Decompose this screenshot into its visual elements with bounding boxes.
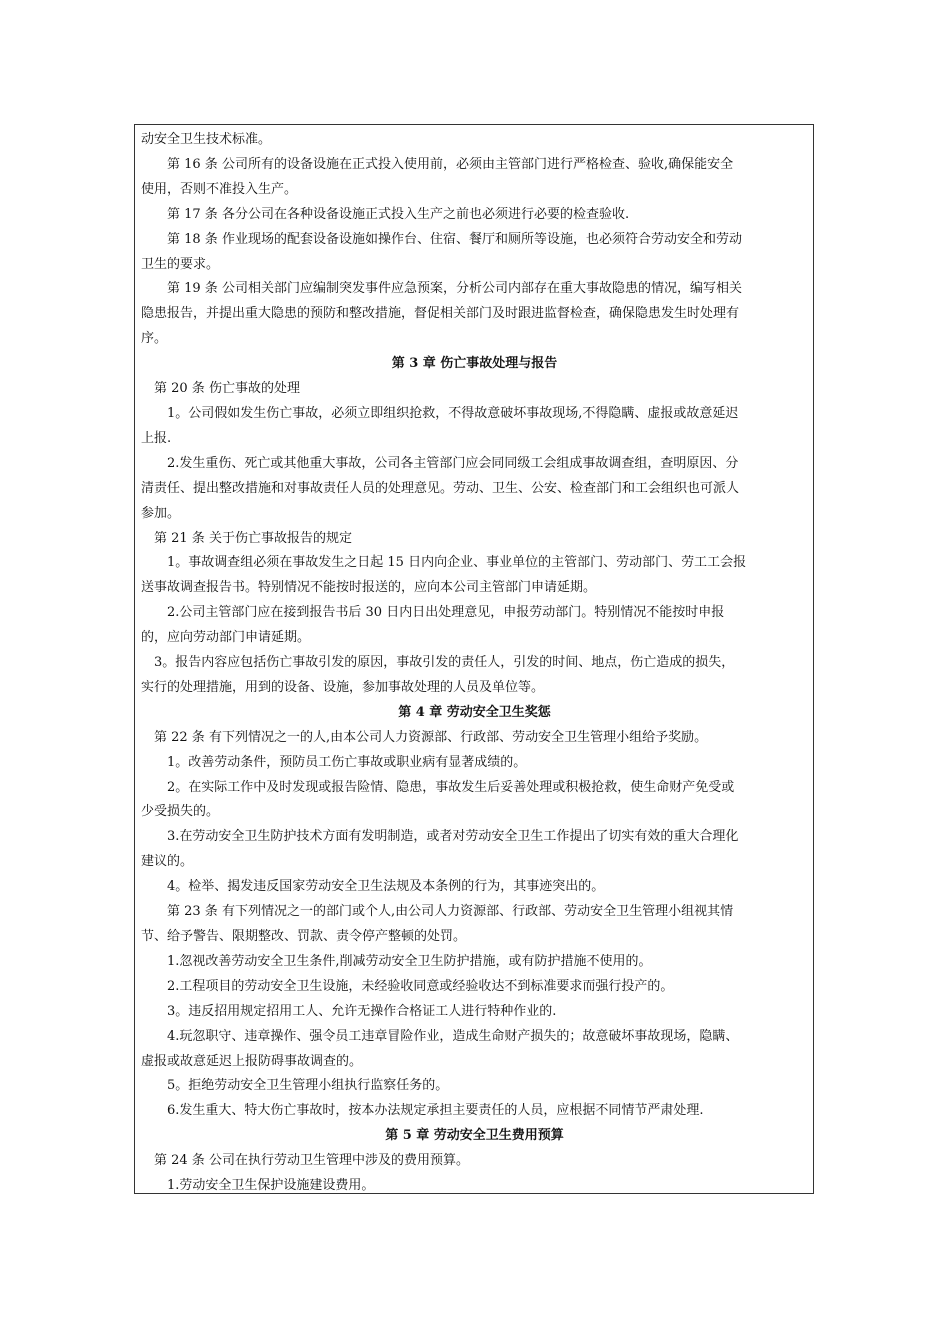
chapter-heading: 第 5 章 劳动安全卫生费用预算: [385, 1128, 564, 1144]
text-line: 第 16 条 公司所有的设备设施在正式投入使用前，必须由主管部门进行严格检查、验收,确保能安全: [167, 156, 734, 172]
text-line: 第 19 条 公司相关部门应编制突发事件应急预案，分析公司内部存在重大事故隐患的情况，编写相关: [167, 281, 742, 297]
text-line: 清责任、提出整改措施和对事故责任人员的处理意见。劳动、卫生、公安、检查部门和工会组织也可派人: [141, 480, 740, 496]
text-line: 第 22 条 有下列情况之一的人,由本公司人力资源部、行政部、劳动安全卫生管理小组给予奖励。: [154, 729, 708, 745]
text-line: 建议的。: [141, 854, 194, 870]
text-line: 送事故调查报告书。特别情况不能按时报送的，应向本公司主管部门申请延期。: [141, 580, 597, 596]
text-line: 4.玩忽职守、违章操作、强令员工违章冒险作业，造成生命财产损失的；故意破坏事故现场，隐瞒、: [167, 1028, 739, 1044]
text-line: 使用，否则不准投入生产。: [141, 181, 298, 197]
text-line: 1.劳动安全卫生保护设施建设费用。: [167, 1178, 375, 1194]
text-line: 少受损失的。: [141, 804, 220, 820]
chapter-heading: 第 4 章 劳动安全卫生奖惩: [398, 704, 551, 720]
text-line: 上报.: [141, 430, 172, 446]
text-line: 第 21 条 关于伤亡事故报告的规定: [154, 530, 352, 546]
text-line: 隐患报告，并提出重大隐患的预防和整改措施，督促相关部门及时跟进监督检查，确保隐患发生时处理有: [141, 306, 740, 322]
text-line: 3。违反招用规定招用工人、允许无操作合格证工人进行特种作业的.: [167, 1003, 557, 1019]
text-line: 节、给予警告、限期整改、罚款、责令停产整顿的处罚。: [141, 929, 467, 944]
text-line: 6.发生重大、特大伤亡事故时，按本办法规定承担主要责任的人员，应根据不同情节严肃处理.: [167, 1103, 704, 1119]
text-line: 第 17 条 各分公司在各种设备设施正式投入生产之前也必须进行必要的检查验收.: [167, 206, 630, 222]
text-line: 的，应向劳动部门申请延期。: [141, 630, 311, 646]
text-line: 第 23 条 有下列情况之一的部门或个人,由公司人力资源部、行政部、劳动安全卫生管理小组视其情: [167, 904, 734, 920]
text-line: 参加。: [141, 505, 181, 521]
text-line: 虚报或故意延迟上报防碍事故调查的。: [141, 1053, 363, 1069]
text-line: 序。: [141, 331, 168, 347]
text-line: 第 24 条 公司在执行劳动卫生管理中涉及的费用预算。: [154, 1153, 469, 1169]
text-line: 动安全卫生技术标准。: [141, 132, 272, 147]
text-line: 2。在实际工作中及时发现或报告险情、隐患，事故发生后妥善处理或积极抢救，使生命财产免受或: [167, 779, 735, 795]
text-line: 卫生的要求。: [141, 256, 220, 272]
document-frame: [134, 124, 814, 1194]
text-line: 1。公司假如发生伤亡事故，必须立即组织抢救，不得故意破坏事故现场,不得隐瞒、虚报或故意延迟: [167, 405, 739, 421]
text-line: 实行的处理措施，用到的设备、设施，参加事故处理的人员及单位等。: [141, 679, 545, 695]
text-line: 3.在劳动安全卫生防护技术方面有发明制造，或者对劳动安全卫生工作提出了切实有效的重大合理化: [167, 829, 739, 845]
text-line: 2.工程项目的劳动安全卫生设施，未经验收同意或经验收达不到标准要求而强行投产的。: [167, 978, 674, 994]
text-line: 第 20 条 伤亡事故的处理: [154, 381, 300, 397]
text-line: 第 18 条 作业现场的配套设备设施如操作台、住宿、餐厅和厕所等设施，也必须符合劳动安全和劳动: [167, 231, 742, 247]
text-line: 2.发生重伤、死亡或其他重大事故，公司各主管部门应会同同级工会组成事故调查组，查明原因、分: [167, 455, 739, 471]
text-line: 1。改善劳动条件，预防员工伤亡事故或职业病有显著成绩的。: [167, 754, 527, 770]
text-line: 2.公司主管部门应在接到报告书后 30 日内日出处理意见，申报劳动部门。特别情况不能按时申报: [167, 605, 725, 621]
text-line: 4。检举、揭发违反国家劳动安全卫生法规及本条例的行为，其事迹突出的。: [167, 879, 605, 895]
text-line: 1.忽视改善劳动安全卫生条件,削减劳动安全卫生防护措施，或有防护措施不使用的。: [167, 953, 652, 969]
chapter-heading: 第 3 章 伤亡事故处理与报告: [391, 356, 558, 372]
text-line: 3。报告内容应包括伤亡事故引发的原因，事故引发的责任人，引发的时间、地点，伤亡造成的损失，: [154, 655, 735, 671]
text-line: 5。拒绝劳动安全卫生管理小组执行监察任务的。: [167, 1078, 449, 1094]
text-line: 1。事故调查组必须在事故发生之日起 15 日内向企业、事业单位的主管部门、劳动部门、劳工工会报: [167, 555, 747, 571]
